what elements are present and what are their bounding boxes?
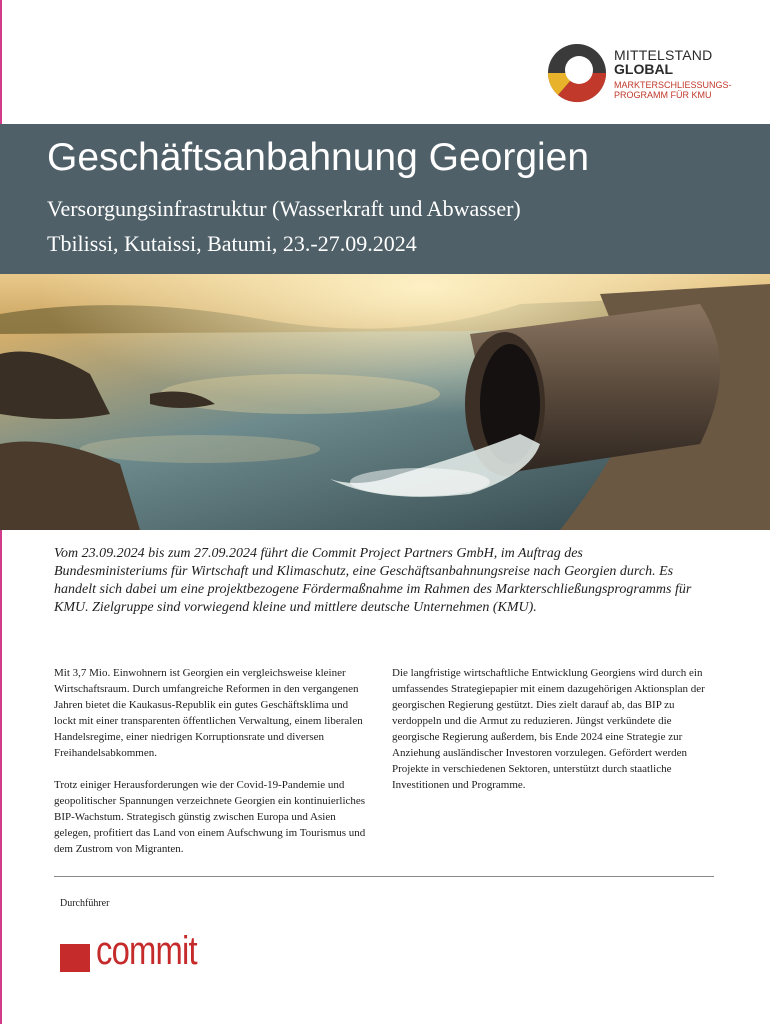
right-paragraph-1: Die langfristige wirtschaftliche Entwicklung Georgiens wird durch ein umfassendes Strategiepapier mit einem dazugehörigen Aktionsplan der georgischen Regierung gestützt. Dies zielt darauf ab, das BIP zu verdoppeln und die Armut zu reduzieren. Jüngst verkündete die georgische Regierung außerdem, bis Ende 2024 eine Strategie zur Anziehung ausländischer Investoren vorzulegen. Gefördert werden Projekte in verschiedenen Sektoren, unterstützt durch staatliche Investitionen und Programme. (392, 667, 705, 791)
logo-emblem-icon (546, 42, 608, 104)
logo-line-3a: MARKTERSCHLIESSUNGS- (614, 80, 732, 90)
logo-line-3b: PROGRAMM FÜR KMU (614, 90, 712, 100)
text-column-right (392, 665, 710, 809)
footer-label: Durchführer (60, 898, 110, 909)
commit-square-icon (60, 944, 90, 972)
left-paragraph-2: Trotz einiger Herausforderungen wie der Covid-19-Pandemie und geopolitischer Spannungen verzeichnete Georgien ein kontinuierliches BIP-Wachstum. Strategisch günstig zwischen Europa und Asien gelegen, profitiert das Land von einem Aufschwung im Tourismus und dem Zustrom von Migranten. (54, 779, 366, 855)
footer-divider (54, 876, 714, 877)
logo-line-2: GLOBAL (614, 61, 674, 77)
page-subtitle-locations-dates: Tbilissi, Kutaissi, Batumi, 23.-27.09.2024 (47, 231, 417, 256)
mittelstand-global-logo (546, 42, 756, 112)
commit-wordmark: commit (96, 929, 197, 973)
page-subtitle-sector: Versorgungsinfrastruktur (Wasserkraft und Abwasser) (47, 196, 521, 221)
text-column-left (54, 665, 372, 873)
left-paragraph-1: Mit 3,7 Mio. Einwohnern ist Georgien ein vergleichsweise kleiner Wirtschaftsraum. Durch umfangreiche Reformen in den vergangenen Jahren bietet die Kaukasus-Republik ein gutes Geschäftsklima und lockt mit einer transparenten öffentlichen Verwaltung, einem liberalen Handelsregime, einer niedrigen Korruptionsrate und diversen Freihandelsabkommen. (54, 667, 363, 759)
hero-photo-water-pipe (0, 274, 770, 530)
page-title: Geschäftsanbahnung Georgien (47, 136, 590, 179)
logo-line-1: MITTELSTAND (614, 47, 713, 63)
intro-paragraph: Vom 23.09.2024 bis zum 27.09.2024 führt die Commit Project Partners GmbH, im Auftrag des Bundesministeriums für Wirtschaft und Klimaschutz, eine Geschäftsanbahnungsreise nach Georgien durch. Es handelt sich dabei um eine projektbezogene Fördermaßnahme im Rahmen des Markterschließungsprogramms für KMU. Zielgruppe sind vorwiegend kleine und mittlere deutsche Unternehmen (KMU). (54, 546, 692, 615)
